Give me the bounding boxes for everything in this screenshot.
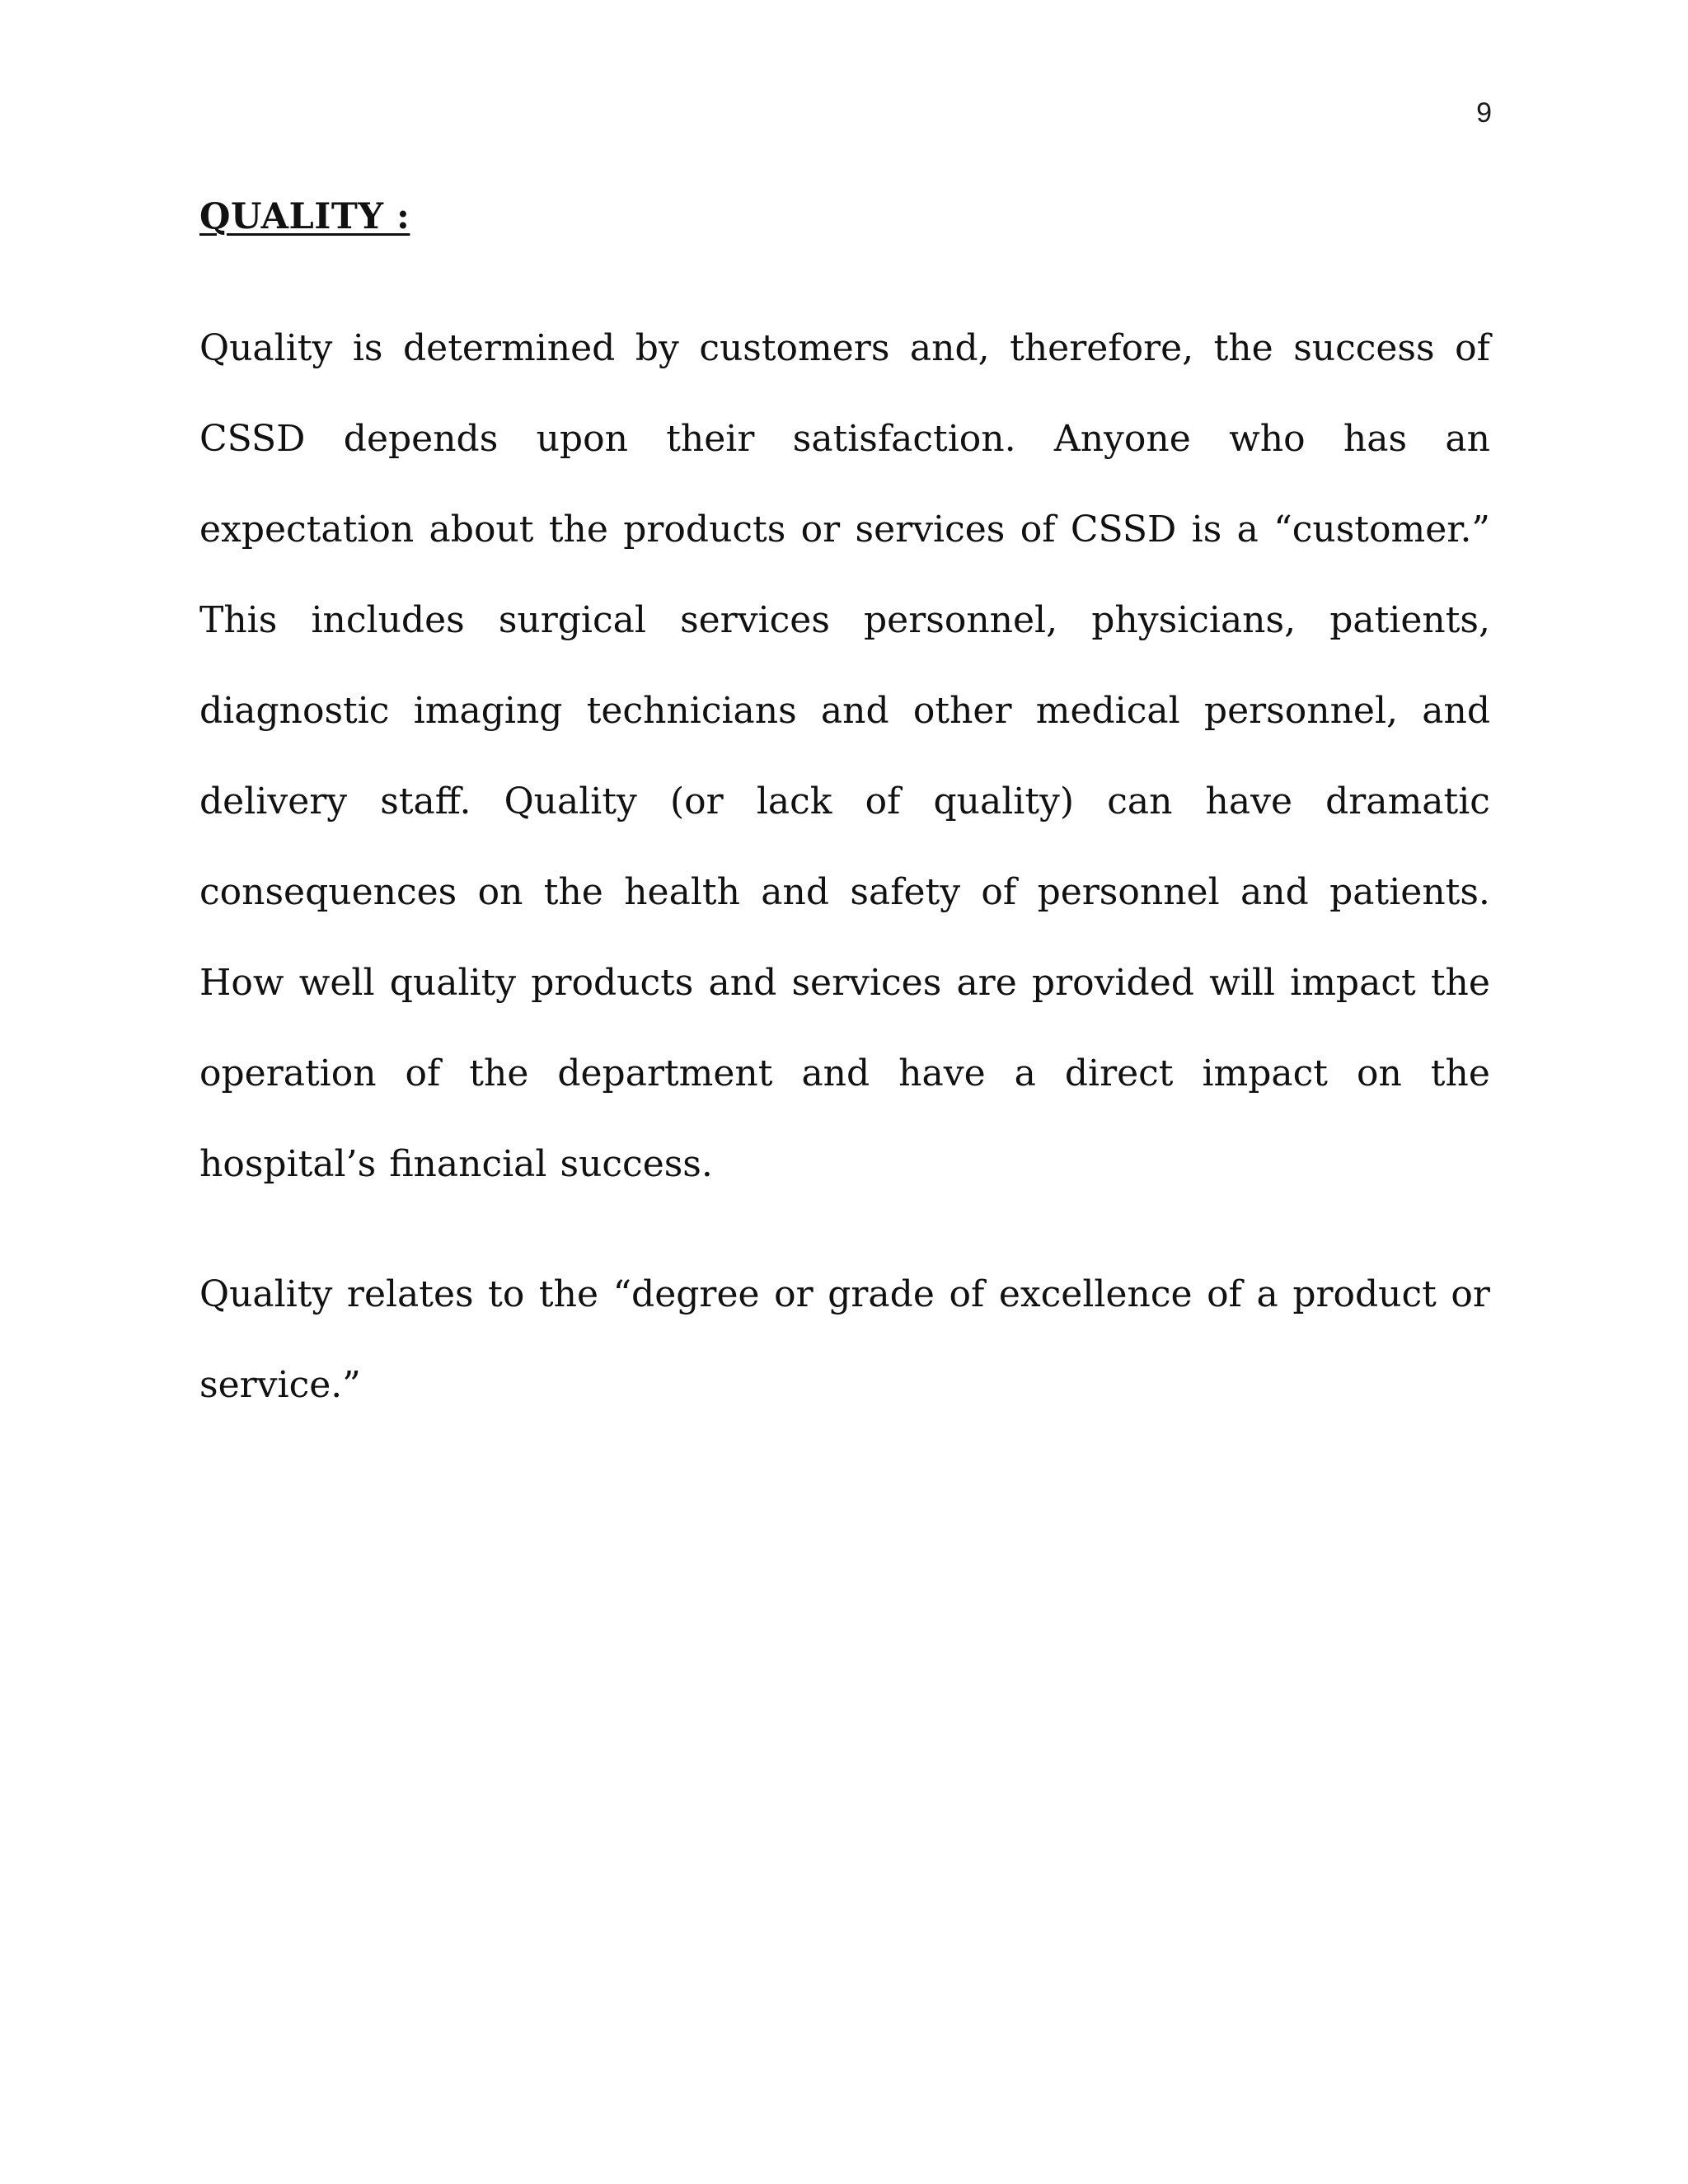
word: on bbox=[1356, 1052, 1402, 1094]
word: quality bbox=[389, 962, 517, 1004]
word: “degree bbox=[612, 1273, 760, 1315]
word: technicians bbox=[586, 690, 797, 732]
word: the bbox=[548, 509, 608, 551]
word: customers bbox=[699, 327, 890, 369]
word: impact bbox=[1202, 1052, 1328, 1094]
word: the bbox=[1430, 962, 1490, 1004]
text-line bbox=[199, 666, 1490, 757]
word: other bbox=[912, 690, 1012, 732]
word: This bbox=[199, 599, 278, 641]
word: consequences bbox=[199, 871, 457, 913]
word: products bbox=[531, 962, 694, 1004]
word: have bbox=[1205, 780, 1293, 823]
text-line bbox=[199, 757, 1490, 847]
text-line bbox=[199, 303, 1490, 394]
paragraph-quality-definition bbox=[199, 1249, 1490, 1431]
word: therefore, bbox=[1010, 327, 1194, 369]
word: CSSD bbox=[1070, 509, 1177, 551]
word: a bbox=[1236, 509, 1259, 551]
word: health bbox=[624, 871, 740, 913]
word: and bbox=[801, 1052, 870, 1094]
word: quality) bbox=[933, 780, 1075, 823]
word: dramatic bbox=[1325, 780, 1490, 823]
word: lack bbox=[756, 780, 832, 823]
text-line bbox=[199, 938, 1490, 1029]
word: about bbox=[429, 509, 534, 551]
word: well bbox=[298, 962, 375, 1004]
word: success bbox=[1293, 327, 1435, 369]
word: and bbox=[761, 871, 830, 913]
word: on bbox=[477, 871, 523, 913]
word: satisfaction. bbox=[792, 418, 1016, 460]
word: operation bbox=[199, 1052, 377, 1094]
word: personnel, bbox=[1203, 690, 1399, 732]
word: of bbox=[981, 871, 1017, 913]
word: includes bbox=[311, 599, 465, 641]
word: of bbox=[405, 1052, 441, 1094]
word: direct bbox=[1064, 1052, 1174, 1094]
word: surgical bbox=[498, 599, 646, 641]
word: relates bbox=[346, 1273, 474, 1315]
word: Quality bbox=[199, 1273, 333, 1315]
word: upon bbox=[536, 418, 628, 460]
word: their bbox=[666, 418, 755, 460]
word: (or bbox=[670, 780, 724, 823]
word: a bbox=[1014, 1052, 1036, 1094]
word: or bbox=[1451, 1273, 1490, 1315]
word: and bbox=[820, 690, 889, 732]
word: and bbox=[1422, 690, 1490, 732]
word: product bbox=[1292, 1273, 1437, 1315]
word: depends bbox=[343, 418, 499, 460]
word: personnel, bbox=[864, 599, 1058, 641]
word: the bbox=[1430, 1052, 1490, 1094]
word: personnel bbox=[1037, 871, 1220, 913]
word: is bbox=[1191, 509, 1222, 551]
word: patients. bbox=[1329, 871, 1490, 913]
text-line bbox=[199, 1249, 1490, 1340]
word: services bbox=[855, 509, 1006, 551]
word: Anyone bbox=[1053, 418, 1191, 460]
word: determined bbox=[402, 327, 616, 369]
word: have bbox=[898, 1052, 986, 1094]
word: grade bbox=[828, 1273, 935, 1315]
word: hospital’s bbox=[199, 1143, 377, 1185]
paragraph-quality-customers bbox=[199, 303, 1490, 1210]
word: can bbox=[1107, 780, 1173, 823]
word: and, bbox=[909, 327, 990, 369]
word: and bbox=[708, 962, 777, 1004]
word: will bbox=[1209, 962, 1275, 1004]
word: of bbox=[949, 1273, 985, 1315]
word: of bbox=[1455, 327, 1490, 369]
text-line bbox=[199, 1029, 1490, 1119]
text-line bbox=[199, 847, 1490, 938]
word: are bbox=[956, 962, 1017, 1004]
word: or bbox=[774, 1273, 814, 1315]
word: success. bbox=[560, 1143, 713, 1185]
word: has bbox=[1343, 418, 1408, 460]
word: How bbox=[199, 962, 284, 1004]
word: is bbox=[352, 327, 383, 369]
word: CSSD bbox=[199, 418, 306, 460]
text-line bbox=[199, 575, 1490, 666]
word: or bbox=[800, 509, 841, 551]
word: imaging bbox=[413, 690, 563, 732]
word: and bbox=[1240, 871, 1309, 913]
word: services bbox=[791, 962, 942, 1004]
page-number: 9 bbox=[1476, 97, 1492, 129]
word: the bbox=[543, 871, 603, 913]
word: Quality bbox=[199, 327, 333, 369]
word: provided bbox=[1031, 962, 1194, 1004]
word: to bbox=[488, 1273, 525, 1315]
word: financial bbox=[389, 1143, 547, 1185]
word: expectation bbox=[199, 509, 415, 551]
word: patients, bbox=[1329, 599, 1490, 641]
word: the bbox=[538, 1273, 598, 1315]
word: who bbox=[1229, 418, 1306, 460]
word: medical bbox=[1035, 690, 1180, 732]
word: services bbox=[680, 599, 830, 641]
word: of bbox=[865, 780, 901, 823]
text-line-last bbox=[199, 1340, 1490, 1431]
word: safety bbox=[850, 871, 961, 913]
word: of bbox=[1020, 509, 1056, 551]
word: the bbox=[469, 1052, 529, 1094]
word: staff. bbox=[380, 780, 471, 823]
section-heading: QUALITY : bbox=[199, 196, 410, 237]
word: service.” bbox=[199, 1364, 361, 1406]
word: Quality bbox=[504, 780, 637, 823]
word: by bbox=[635, 327, 679, 369]
word: excellence bbox=[998, 1273, 1193, 1315]
word: the bbox=[1213, 327, 1273, 369]
word: diagnostic bbox=[199, 690, 390, 732]
word: products bbox=[623, 509, 786, 551]
word: an bbox=[1445, 418, 1490, 460]
text-line bbox=[199, 394, 1490, 485]
word: of bbox=[1207, 1273, 1242, 1315]
text-line-last bbox=[199, 1119, 1490, 1210]
word: physicians, bbox=[1091, 599, 1296, 641]
word: a bbox=[1256, 1273, 1278, 1315]
text-line bbox=[199, 485, 1490, 575]
word: delivery bbox=[199, 780, 348, 823]
word: department bbox=[557, 1052, 773, 1094]
word: “customer.” bbox=[1273, 509, 1490, 551]
word: impact bbox=[1290, 962, 1416, 1004]
